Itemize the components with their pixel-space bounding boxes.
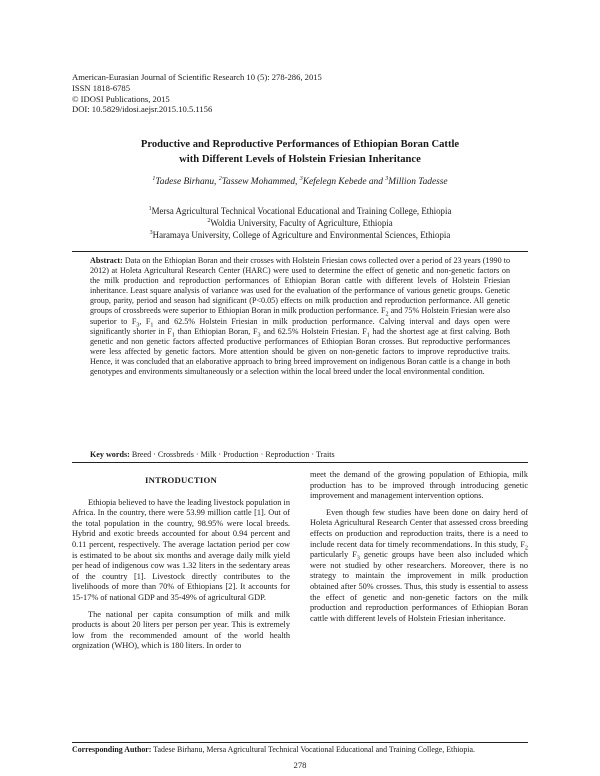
author-3-affiliation-mark: 3 xyxy=(299,175,303,182)
abstract-top-rule xyxy=(72,251,528,252)
abstract-label: Abstract: xyxy=(90,256,123,265)
affiliation-1 xyxy=(72,205,528,217)
abstract-text-6: and 62.5% Holstein Friesian. F xyxy=(260,326,367,336)
abstract-sub: 3 xyxy=(136,322,140,329)
author-3: Kefelegn Kebede and xyxy=(302,177,386,187)
page-number: 278 xyxy=(293,760,307,770)
paper-title xyxy=(72,137,528,167)
paper-title-line-2: with Different Levels of Holstein Friesian Inheritance xyxy=(179,154,421,165)
intro-paragraph-4-text-3: genetic groups have been also included which were not studied by other researchers. Moreover, there is no strategy to maintain the improvement in milk production obtained after 50% crosses. Thus, this study is essential to assess the effect of genetic and non-genetic factors on the milk production and reproduction performances of Ethiopian Boran cattle with different levels of Holstein Friesian inheritance. xyxy=(310,550,528,623)
keywords-bottom-rule xyxy=(72,462,528,463)
affiliation-1-mark: 1 xyxy=(148,206,152,213)
affiliation-3-mark: 3 xyxy=(149,230,153,237)
abstract-text-5: than Ethiopian Boran, F xyxy=(174,326,258,336)
paper-title-line-1: Productive and Reproductive Performances of Ethiopian Boran Cattle xyxy=(140,139,460,150)
keywords-label: Key words: xyxy=(90,450,130,459)
abstract-text-2: and 75% Holstein Friesian were also superior to F xyxy=(90,306,510,326)
affiliation-2-mark: 2 xyxy=(207,218,211,225)
footer-rule xyxy=(72,742,528,743)
abstract-sub: 1 xyxy=(171,332,175,339)
corresponding-author xyxy=(72,745,542,755)
right-column xyxy=(310,470,528,630)
intro-paragraph-4 xyxy=(310,508,528,625)
left-column xyxy=(72,470,290,658)
journal-citation: American-Eurasian Journal of Scientific Research 10 (5): 278-286, 2015 xyxy=(72,72,322,82)
intro-paragraph-4-text-2: particularly F xyxy=(310,550,357,560)
author-list xyxy=(72,176,528,188)
abstract-text-1: Data on the Ethiopian Boran and their crosses with Holstein Friesian cows collected over a period of 23 years (1990 to 2012) at Holeta Agricultural Research Center (HARC) were used to determine the effect of genetic and non-genetic factors on the milk production and reproduction performances of Ethiopian Boran cattle with different levels of Holstein Friesian inheritance. Least square analysis of variance was used for the evaluation of the performance of various genetic groups. Genetic group, parity, period and season had significant (P<0.05) effects on milk production and reproduction performance. All genetic groups of crossbreeds were superior to Ethiopian Boran in milk production performance. F xyxy=(90,256,510,316)
affiliation-2 xyxy=(72,217,528,229)
intro-sub: 3 xyxy=(356,555,360,562)
keywords-text: Breed · Crossbreds · Milk · Production · Reproduction · Traits xyxy=(129,450,335,459)
abstract-text-7: had the shortest age at first calving. Both genetic and non genetic factors affected productive performances of Ethiopian Boran crosses. But reproductive performances were less affected by genetic factors. More attention should be given on non-genetic factors to improve reproductive traits. Hence, it was concluded that an elaborative approach to bring breed improvement on indigenous Boran cattle is a change in both genotypes and environments simultaneously or a selection within the local breed under the local environmental condition. xyxy=(90,326,510,377)
journal-doi: DOI: 10.5829/idosi.aejsr.2015.10.5.1156 xyxy=(72,104,213,115)
corresponding-author-label: Corresponding Author: xyxy=(72,745,152,754)
abstract-text-4: and 62.5% Holstein Friesian in milk production performance. Calving interval and days open were significantly shorter in F xyxy=(90,316,510,336)
intro-paragraph-3: meet the demand of the growing population of Ethiopia, milk production has to be improved through introducing genetic improvement and management intervention options. xyxy=(310,470,528,501)
affiliation-list xyxy=(72,205,528,241)
corresponding-author-text: Tadese Birhanu, Mersa Agricultural Technical Vocational Educational and Training College, Ethiopia. xyxy=(151,745,475,754)
intro-paragraph-1: Ethiopia believed to have the leading livestock population in Africa. In the country, there were 53.99 million cattle [1]. Out of the total population in the country, 98.95% were local breeds. Hybrid and exotic breeds accounted for about 0.94 percent and 0.11 percent, respectively. The average lactation period per cow is estimated to be about six months and average daily milk yield per head of indigenous cow was 1.32 liters in the sedentary areas of the country [1]. Livestock directly contributes to the livelihoods of more than 70% of Ethiopians [2]. It accounts for 15-17% of national GDP and 35-49% of agricultural GDP. xyxy=(72,497,290,602)
author-2: Tassew Mohammed, xyxy=(221,177,300,187)
author-1: Tadese Birhanu, xyxy=(155,177,219,187)
journal-issn: ISSN 1818-6785 xyxy=(72,82,131,93)
affiliation-3-text: Haramaya University, College of Agriculture and Environmental Sciences, Ethiopia xyxy=(152,230,451,240)
abstract xyxy=(90,256,510,377)
abstract-sub: 1 xyxy=(150,322,154,329)
affiliation-2-text: Woldia University, Faculty of Agriculture, Ethiopia xyxy=(210,218,393,228)
abstract-text-3: , F xyxy=(139,316,151,326)
abstract-sub: 3 xyxy=(257,332,261,339)
abstract-sub: 1 xyxy=(366,332,370,339)
intro-paragraph-4-text-1: Even though few studies have been done on dairy herd of Holeta Agricultural Research Center that assessed cross breeding effects on production and reproduction traits, there is a need to include recent data for timely recommendations. In this study, F xyxy=(310,507,528,549)
affiliation-1-text: Mersa Agricultural Technical Vocational Educational and Training College, Ethiopia xyxy=(151,206,452,216)
intro-paragraph-2: The national per capita consumption of milk and milk products is about 20 liters per person per year. This is extremely low from the recommended amount of the world health orgnization (WHO), which is 180 liters. In order to xyxy=(72,609,290,651)
author-4-affiliation-mark: 3 xyxy=(385,175,389,182)
intro-sub: 2 xyxy=(525,545,528,552)
introduction-heading: INTRODUCTION xyxy=(145,475,217,485)
author-4: Million Tadesse xyxy=(388,177,448,187)
abstract-sub: 2 xyxy=(385,312,389,319)
journal-copyright: © IDOSI Publications, 2015 xyxy=(72,93,170,104)
journal-metadata xyxy=(72,72,322,115)
affiliation-3 xyxy=(72,229,528,241)
keywords xyxy=(90,450,510,460)
author-1-affiliation-mark: 1 xyxy=(152,175,156,182)
author-2-affiliation-mark: 2 xyxy=(218,175,222,182)
